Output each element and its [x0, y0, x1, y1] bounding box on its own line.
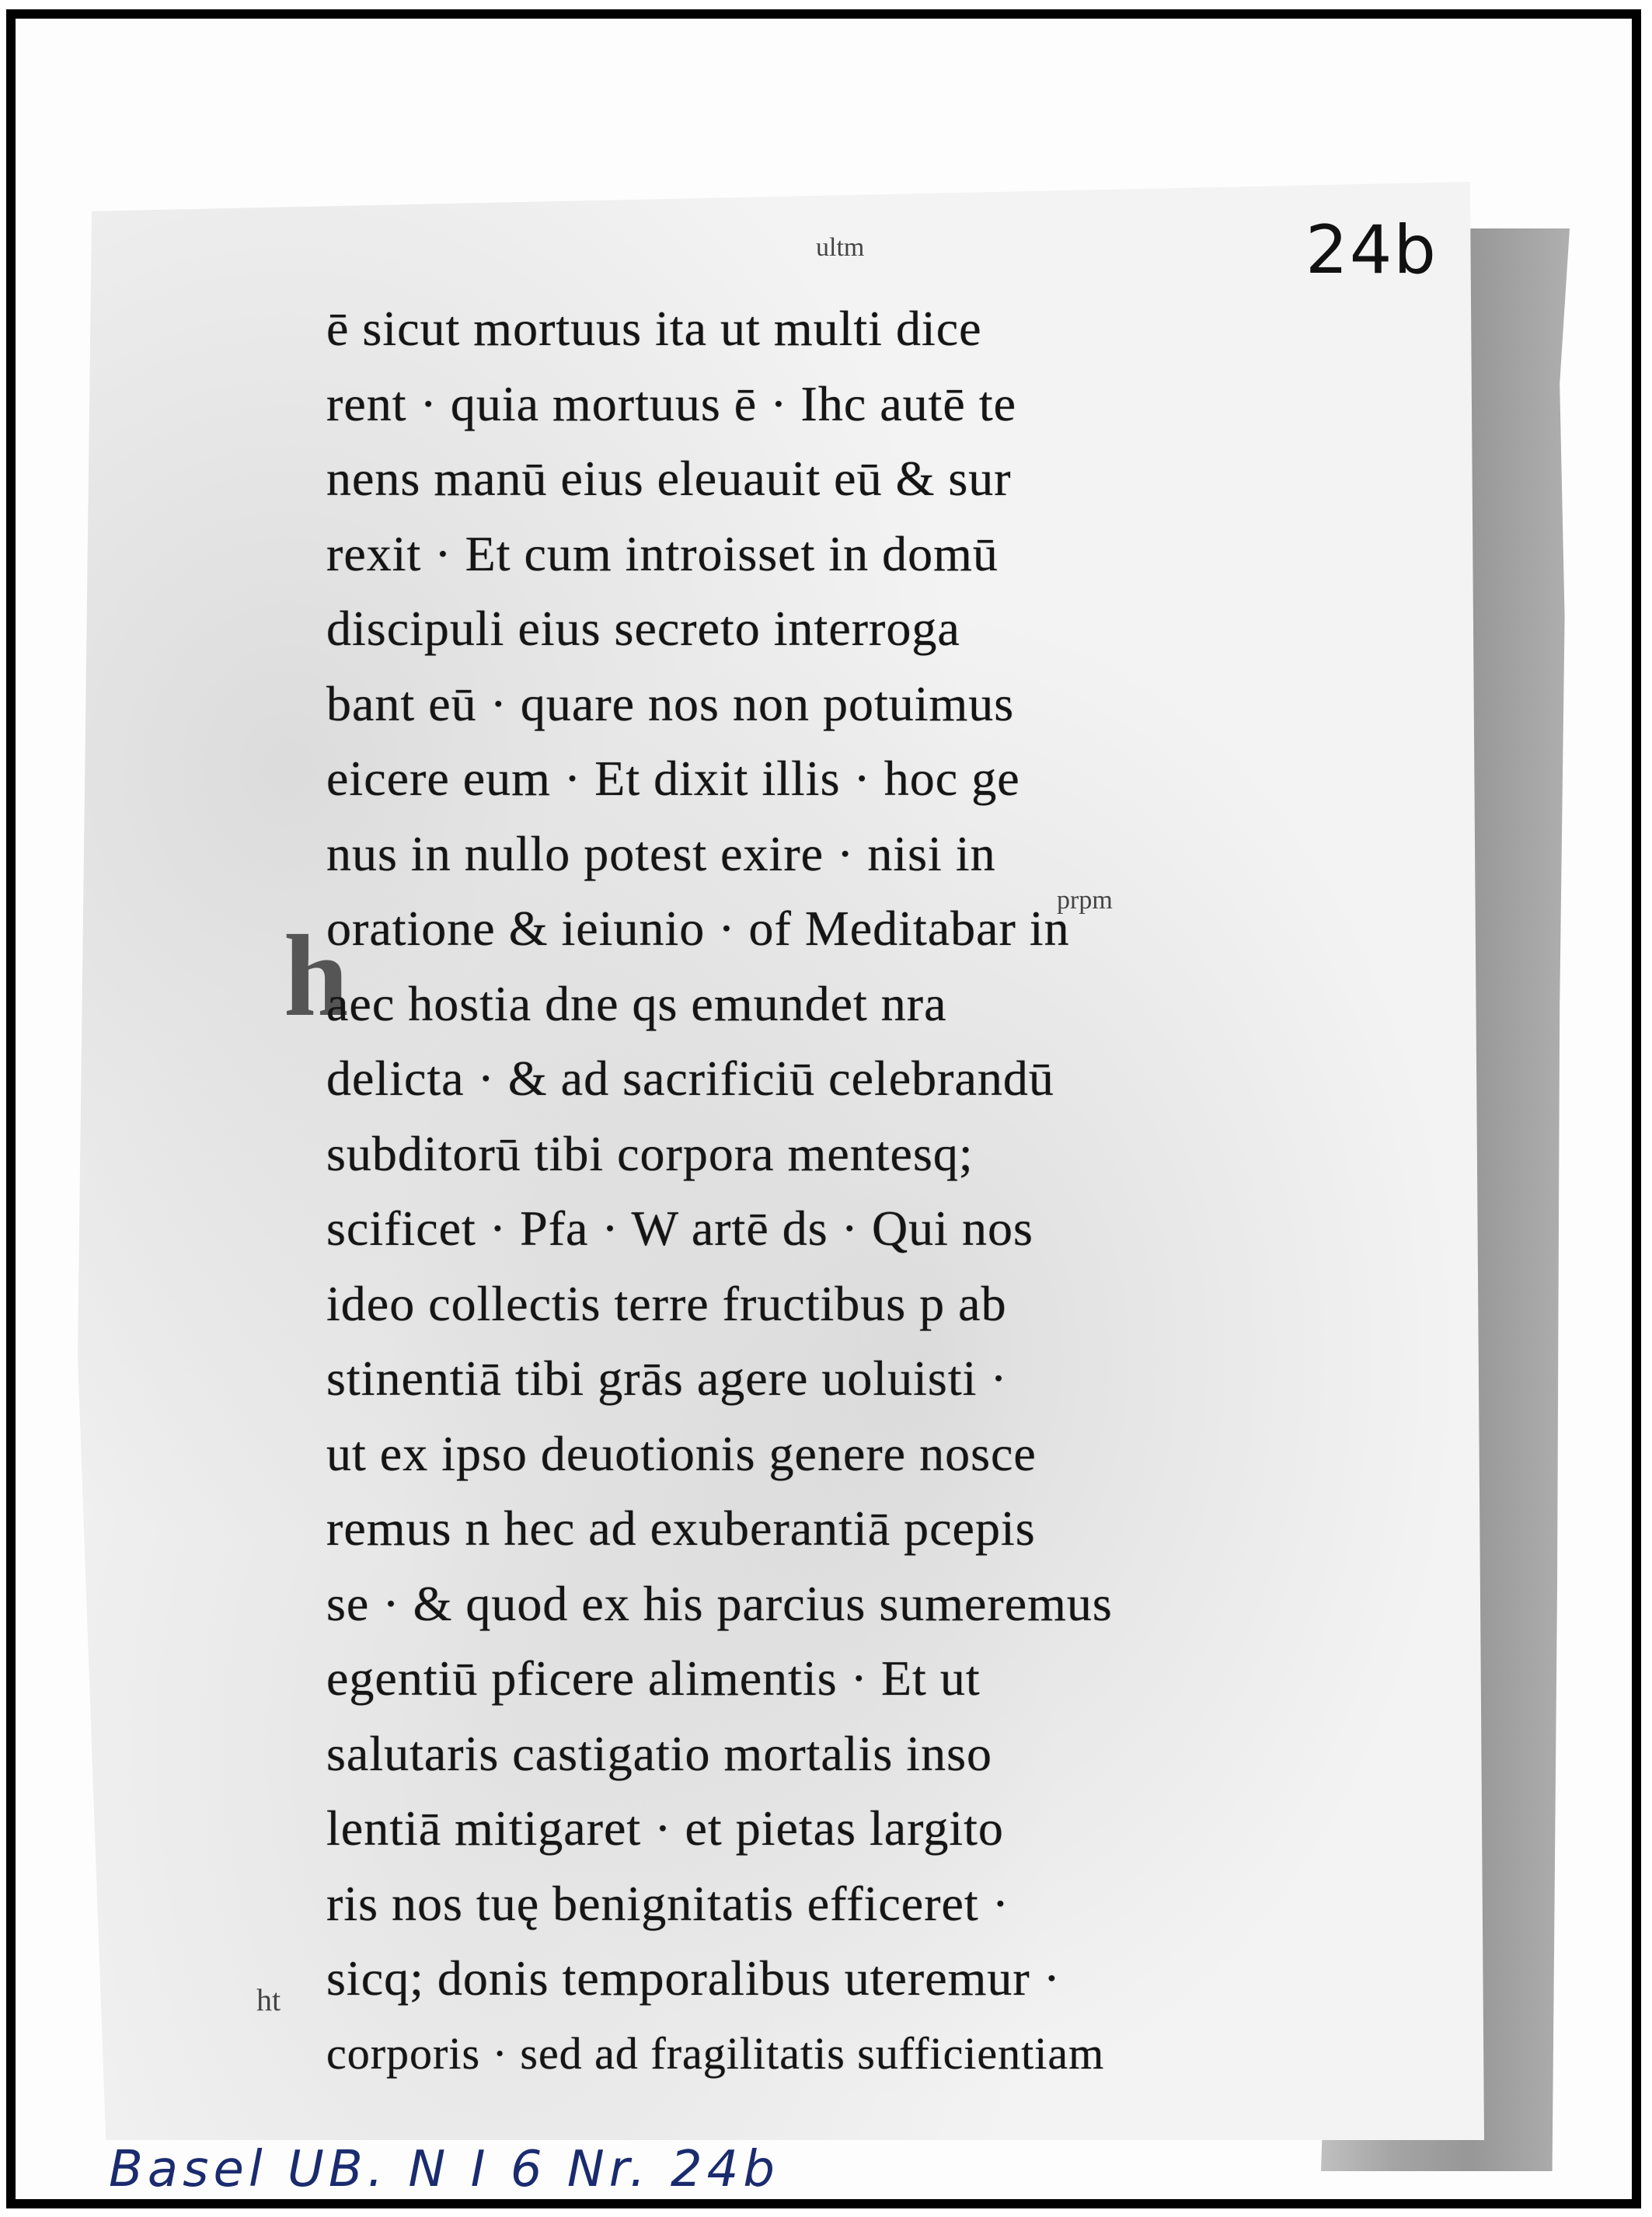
text-line: ris nos tuę benignitatis efficeret · — [326, 1875, 1009, 1931]
text-line: scificet · Pfa · W artē ds · Qui nos — [326, 1201, 1033, 1256]
text-line: sicq; donis temporalibus uteremur · — [326, 1950, 1061, 2006]
text-line: subditorū tibi corpora mentesq; — [326, 1125, 974, 1181]
text-line: aec hostia dne qs emundet nra — [326, 975, 947, 1031]
text-line: nens manū eius eleuauit eū & sur — [326, 451, 1012, 506]
text-line: salutaris castigatio mortalis inso — [326, 1725, 992, 1781]
text-line: stinentiā tibi grās agere uoluisti · — [326, 1351, 1008, 1406]
text-line: delicta · & ad sacrificiū celebrandū — [326, 1051, 1054, 1106]
text-line: ideo collectis terre fructibus p ab — [326, 1275, 1007, 1331]
text-line: egentiū pficere alimentis · Et ut — [326, 1651, 981, 1706]
text-line: se · & quod ex his parcius sumeremus — [326, 1575, 1113, 1631]
text-line: discipuli eius secreto interroga — [326, 601, 960, 656]
text-line: ē sicut mortuus ita ut multi dice — [326, 301, 982, 356]
text-line: rent · quia mortuus ē · Ihc autē te — [326, 375, 1016, 431]
text-line: nus in nullo potest exire · nisi in — [326, 825, 996, 881]
text-line: rexit · Et cum introisset in domū — [326, 525, 999, 581]
text-line: bant eū · quare nos non potuimus — [326, 675, 1015, 731]
library-shelfmark-caption: Basel UB. N I 6 Nr. 24b — [109, 2141, 779, 2198]
decorated-initial: h — [284, 912, 349, 1041]
margin-gloss: ht — [256, 1982, 281, 2017]
top-gloss: ultm — [816, 233, 865, 262]
text-line: eicere eum · Et dixit illis · hoc ge — [326, 751, 1020, 806]
folio-number: 24b — [1305, 211, 1438, 289]
interlinear-gloss: prpm — [1057, 886, 1113, 915]
text-line: ut ex ipso deuotionis genere nosce — [326, 1425, 1037, 1481]
text-line: lentiā mitigaret · et pietas largito — [326, 1800, 1004, 1856]
manuscript-text — [326, 291, 1399, 2091]
text-line: remus n hec ad exuberantiā pcepis — [326, 1501, 1036, 1556]
text-line: corporis · sed ad fragilitatis sufficientiam — [326, 2027, 1105, 2079]
text-line: oratione & ieiunio · of Meditabar in — [326, 901, 1070, 956]
